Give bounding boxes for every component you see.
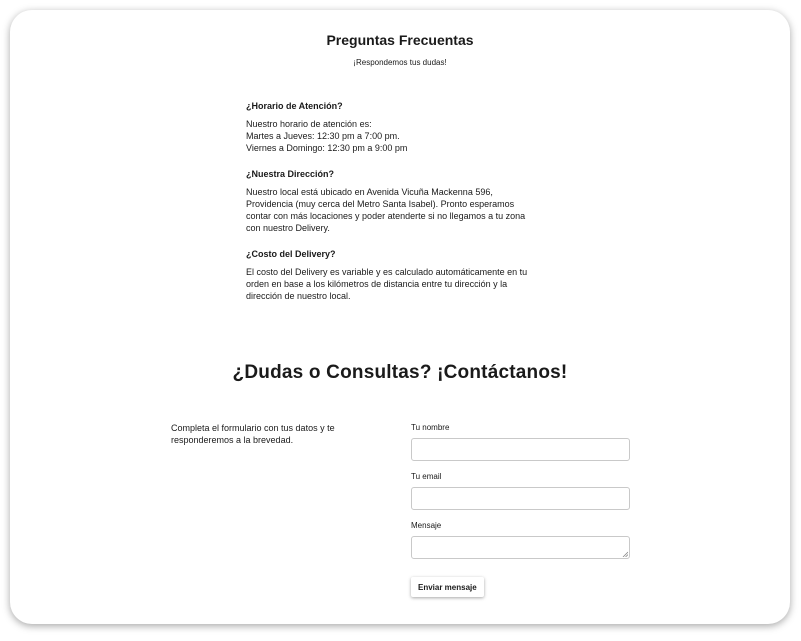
email-label: Tu email xyxy=(411,472,442,481)
faq-answer-line: contar con más locaciones y poder atenderte si no llegamos a tu zona xyxy=(246,211,526,221)
email-input[interactable] xyxy=(411,487,630,510)
faq-answer-line: Providencia (muy cerca del Metro Santa Isabel). Pronto esperamos xyxy=(246,199,515,209)
faq-answer xyxy=(246,266,556,302)
faq-answer-line: Nuestro local está ubicado en Avenida Vicuña Mackenna 596, xyxy=(246,187,493,197)
faq-question: ¿Costo del Delivery? xyxy=(246,249,336,259)
faq-item-delivery xyxy=(246,248,556,302)
faq-question: ¿Horario de Atención? xyxy=(246,101,343,111)
faq-question: ¿Nuestra Dirección? xyxy=(246,169,335,179)
faq-answer-line: orden en base a los kilómetros de distancia entre tu dirección y la xyxy=(246,279,508,289)
contact-form xyxy=(411,422,631,592)
faq-answer-line: Viernes a Domingo: 12:30 pm a 9:00 pm xyxy=(246,143,408,153)
faq-answer-line: Nuestro horario de atención es: xyxy=(246,119,372,129)
faq-answer xyxy=(246,186,556,234)
faq-title: Preguntas Frecuentas xyxy=(326,32,474,48)
faq-answer xyxy=(246,118,556,154)
faq-answer-line: Martes a Jueves: 12:30 pm a 7:00 pm. xyxy=(246,131,400,141)
message-field-wrap xyxy=(411,536,630,559)
faq-list xyxy=(246,100,556,316)
faq-item-horario xyxy=(246,100,556,154)
page-frame xyxy=(10,10,790,624)
name-input[interactable] xyxy=(411,438,630,461)
message-label: Mensaje xyxy=(411,521,442,530)
contact-intro: Completa el formulario con tus datos y te responderemos a la brevedad. xyxy=(171,423,335,445)
faq-answer-line: El costo del Delivery es variable y es calculado automáticamente en tu xyxy=(246,267,528,277)
message-textarea[interactable] xyxy=(411,536,630,559)
name-label: Tu nombre xyxy=(411,423,450,432)
faq-item-direccion xyxy=(246,168,556,234)
faq-subtitle: ¡Respondemos tus dudas! xyxy=(353,58,447,67)
faq-answer-line: dirección de nuestro local. xyxy=(246,291,351,301)
send-message-button[interactable]: Enviar mensaje xyxy=(411,577,484,597)
faq-answer-line: con nuestro Delivery. xyxy=(246,223,330,233)
contact-title: ¿Dudas o Consultas? ¡Contáctanos! xyxy=(232,362,568,383)
